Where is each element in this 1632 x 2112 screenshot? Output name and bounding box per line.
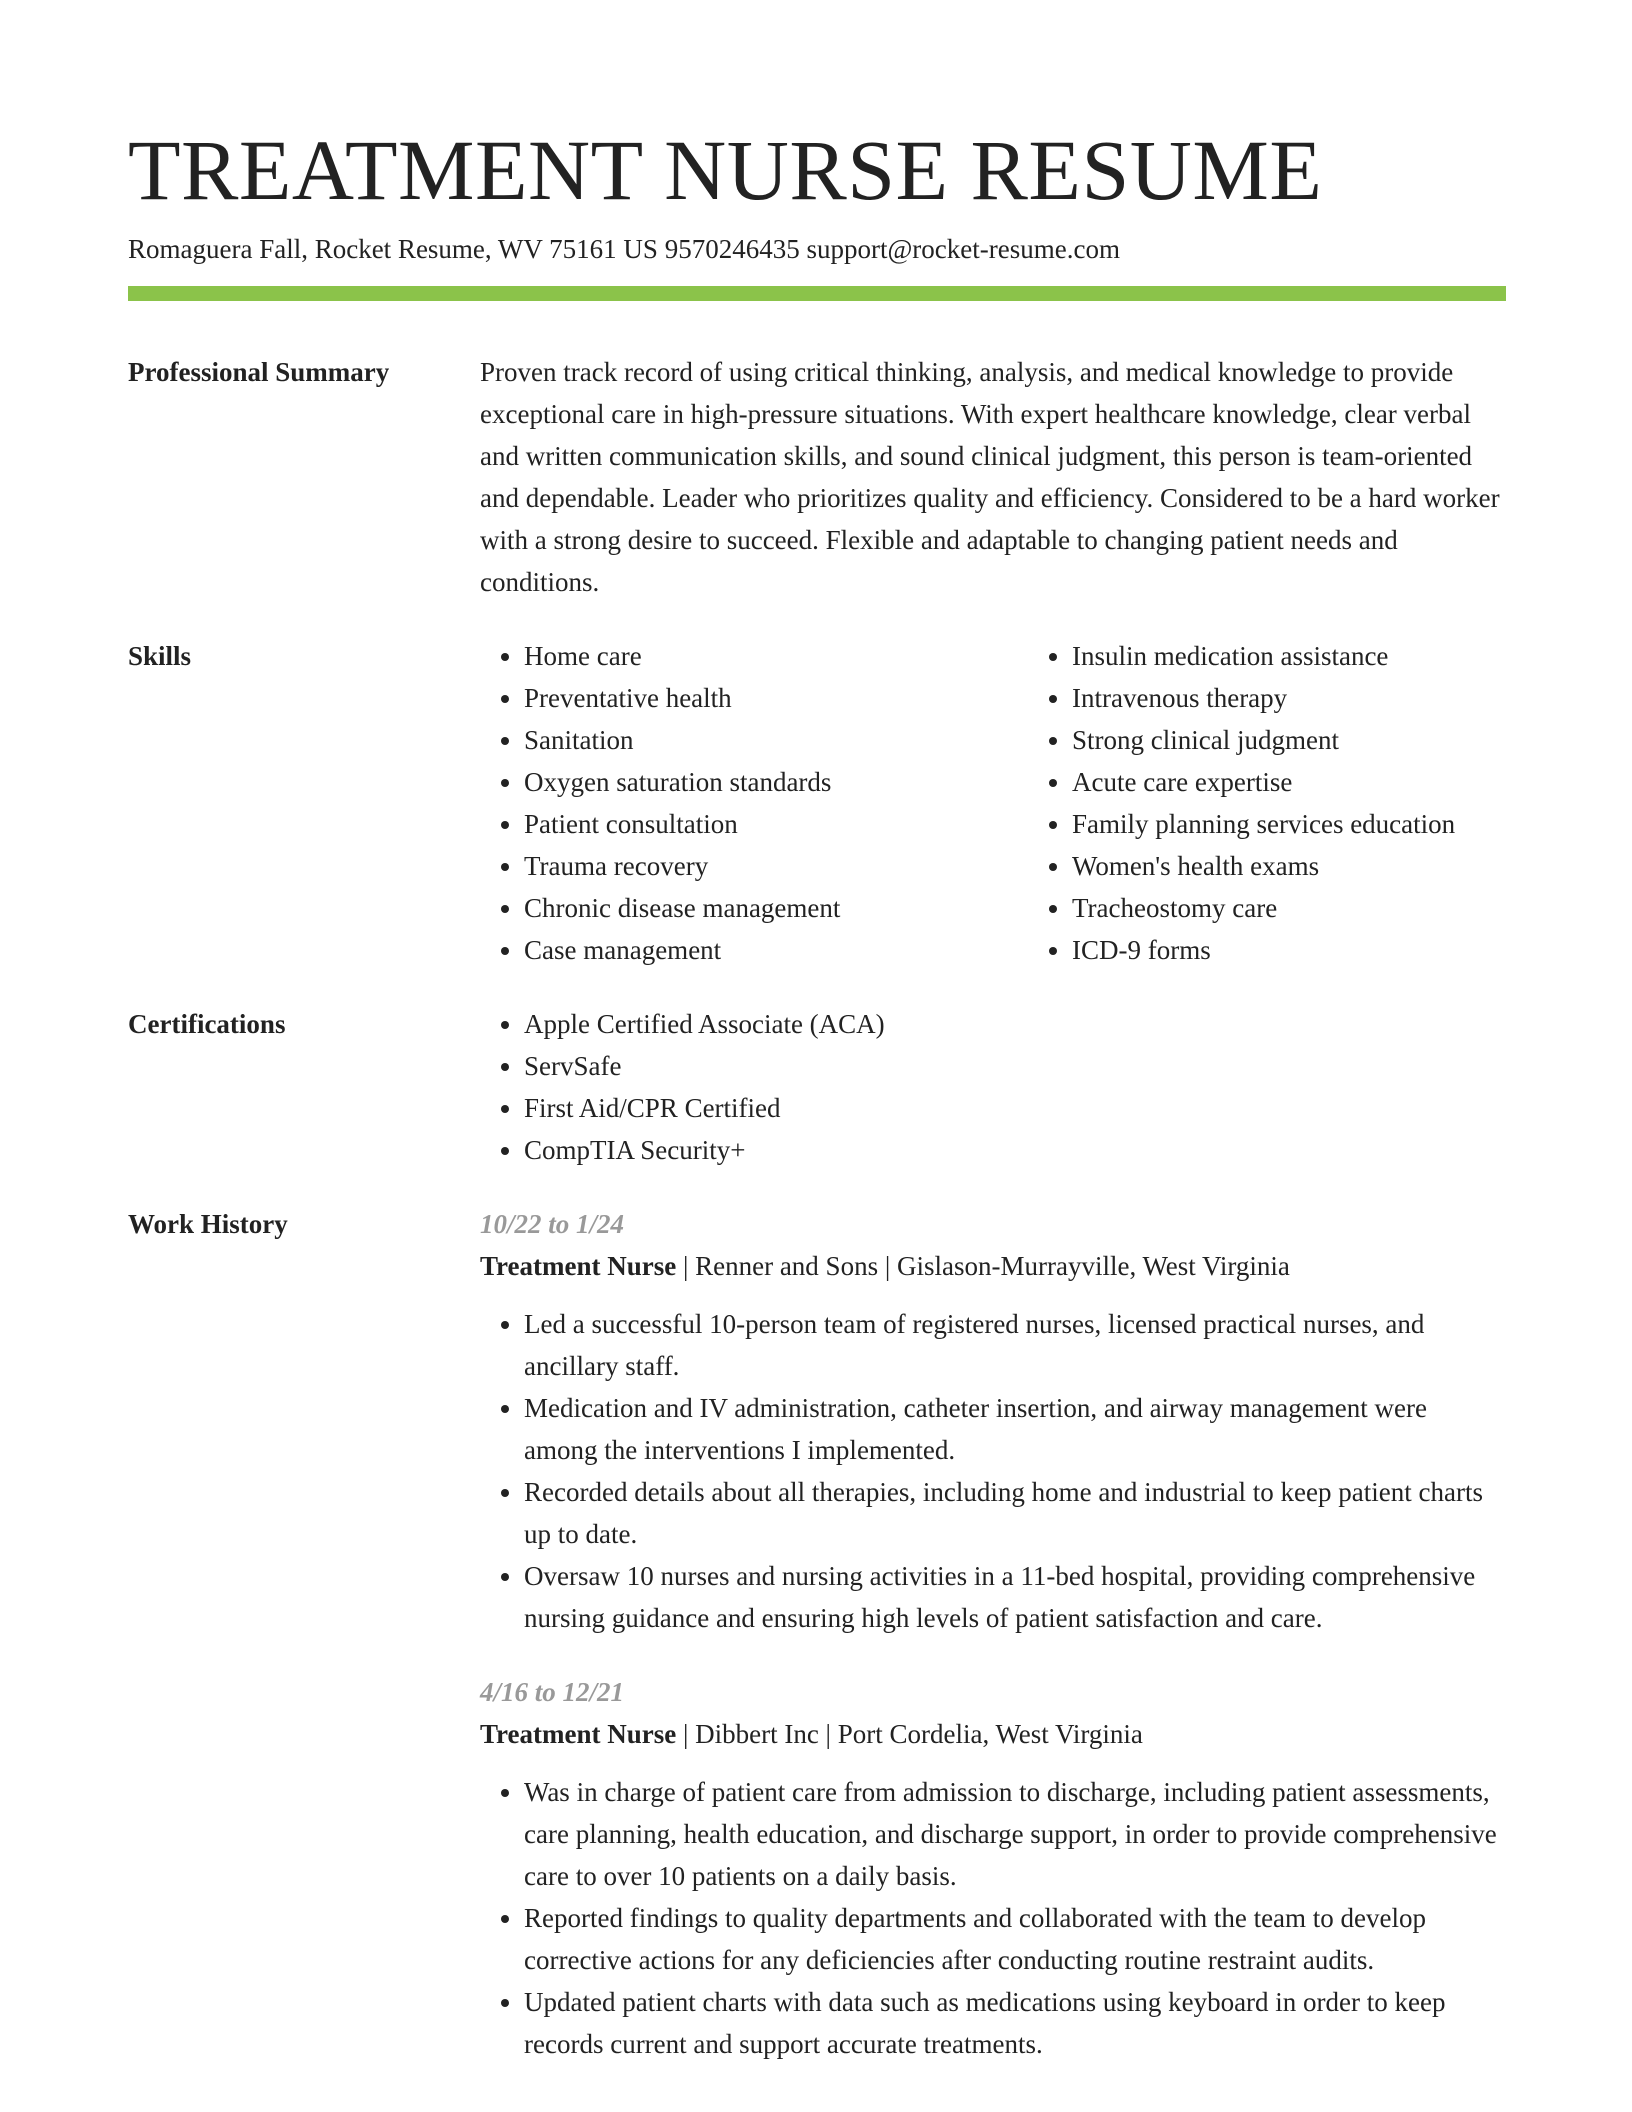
skill-item: • Acute care expertise	[1072, 761, 1576, 803]
job-bullet: • Led a successful 10-person team of registered nurses, licensed practical nurses, and ancillary staff.	[524, 1303, 1506, 1387]
job-title: Treatment Nurse	[480, 1251, 677, 1281]
job-entry	[480, 1203, 1506, 1639]
summary-text: Proven track record of using critical thinking, analysis, and medical knowledge to provide exceptional care in high-pressure situations. With expert healthcare knowledge, clear verbal and written communication skills, and sound clinical judgment, this person is team-oriented and dependable. Leader who prioritizes quality and efficiency. Considered to be a hard worker with a strong desire to succeed. Flexible and adaptable to changing patient needs and conditions.	[480, 357, 1500, 597]
certifications-list	[480, 1003, 1506, 1171]
skills-list-left	[480, 635, 1028, 971]
certification-item: • First Aid/CPR Certified	[524, 1087, 1506, 1129]
skill-item: • Strong clinical judgment	[1072, 719, 1576, 761]
section-label-certifications: Certifications	[128, 1009, 286, 1039]
job-bullet: • Recorded details about all therapies, including home and industrial to keep patient charts up to date.	[524, 1471, 1506, 1555]
resume-sections	[128, 351, 1506, 2065]
certifications-body	[480, 1003, 1506, 1171]
skill-item: • Family planning services education	[1072, 803, 1576, 845]
spacer	[128, 1171, 1506, 1203]
skills-body	[480, 635, 1506, 971]
job-bullet: • Oversaw 10 nurses and nursing activities in a 11-bed hospital, providing comprehensive nursing guidance and ensuring high levels of patient satisfaction and care.	[524, 1555, 1506, 1639]
skill-item: • Tracheostomy care	[1072, 887, 1576, 929]
skill-item: • Oxygen saturation standards	[524, 761, 1028, 803]
section-work-history	[128, 1203, 1506, 2065]
job-bullet: • Updated patient charts with data such as medications using keyboard in order to keep records current and support accurate treatments.	[524, 1981, 1506, 2065]
skill-item: • Case management	[524, 929, 1028, 971]
job-entry	[480, 1671, 1506, 2065]
spacer	[480, 1639, 1506, 1671]
job-bullets	[480, 1303, 1506, 1639]
skill-item: • Trauma recovery	[524, 845, 1028, 887]
job-title-line	[480, 1713, 1506, 1755]
skill-item: • Sanitation	[524, 719, 1028, 761]
skill-item: • Preventative health	[524, 677, 1028, 719]
resume-title: TREATMENT NURSE RESUME	[128, 122, 1323, 218]
section-label-work-history: Work History	[128, 1209, 288, 1239]
job-bullets	[480, 1771, 1506, 2065]
certification-item: • CompTIA Security+	[524, 1129, 1506, 1171]
spacer	[128, 971, 1506, 1003]
skills-list-right	[1028, 635, 1576, 971]
job-dates: 4/16 to 12/21	[480, 1677, 625, 1707]
skill-item: • ICD-9 forms	[1072, 929, 1576, 971]
header-divider	[128, 286, 1506, 301]
skills-columns	[480, 635, 1506, 971]
job-employer-location: | Renner and Sons | Gislason-Murrayville, West Virginia	[676, 1251, 1290, 1281]
summary-body	[480, 351, 1506, 603]
job-bullet: • Was in charge of patient care from admission to discharge, including patient assessments, care planning, health education, and discharge support, in order to provide comprehensive care to over 10 patients on a daily basis.	[524, 1771, 1506, 1897]
skill-item: • Intravenous therapy	[1072, 677, 1576, 719]
section-certifications	[128, 1003, 1506, 1171]
section-label-skills: Skills	[128, 641, 192, 671]
job-dates: 10/22 to 1/24	[480, 1209, 625, 1239]
job-title: Treatment Nurse	[480, 1719, 677, 1749]
skill-item: • Chronic disease management	[524, 887, 1028, 929]
spacer	[128, 603, 1506, 635]
skill-item: • Patient consultation	[524, 803, 1028, 845]
section-professional-summary	[128, 351, 1506, 603]
job-bullet: • Medication and IV administration, catheter insertion, and airway management were among the interventions I implemented.	[524, 1387, 1506, 1471]
skill-item: • Women's health exams	[1072, 845, 1576, 887]
contact-line: Romaguera Fall, Rocket Resume, WV 75161 US 9570246435 support@rocket-resume.com	[128, 234, 1120, 264]
job-bullet: • Reported findings to quality departments and collaborated with the team to develop corrective actions for any deficiencies after conducting routine restraint audits.	[524, 1897, 1506, 1981]
section-label-summary: Professional Summary	[128, 357, 390, 387]
work-history-body	[480, 1203, 1506, 2065]
skill-item: • Insulin medication assistance	[1072, 635, 1576, 677]
section-skills	[128, 635, 1506, 971]
certification-item: • Apple Certified Associate (ACA)	[524, 1003, 1506, 1045]
skill-item: • Home care	[524, 635, 1028, 677]
job-employer-location: | Dibbert Inc | Port Cordelia, West Virginia	[676, 1719, 1143, 1749]
certification-item: • ServSafe	[524, 1045, 1506, 1087]
job-title-line	[480, 1245, 1506, 1287]
